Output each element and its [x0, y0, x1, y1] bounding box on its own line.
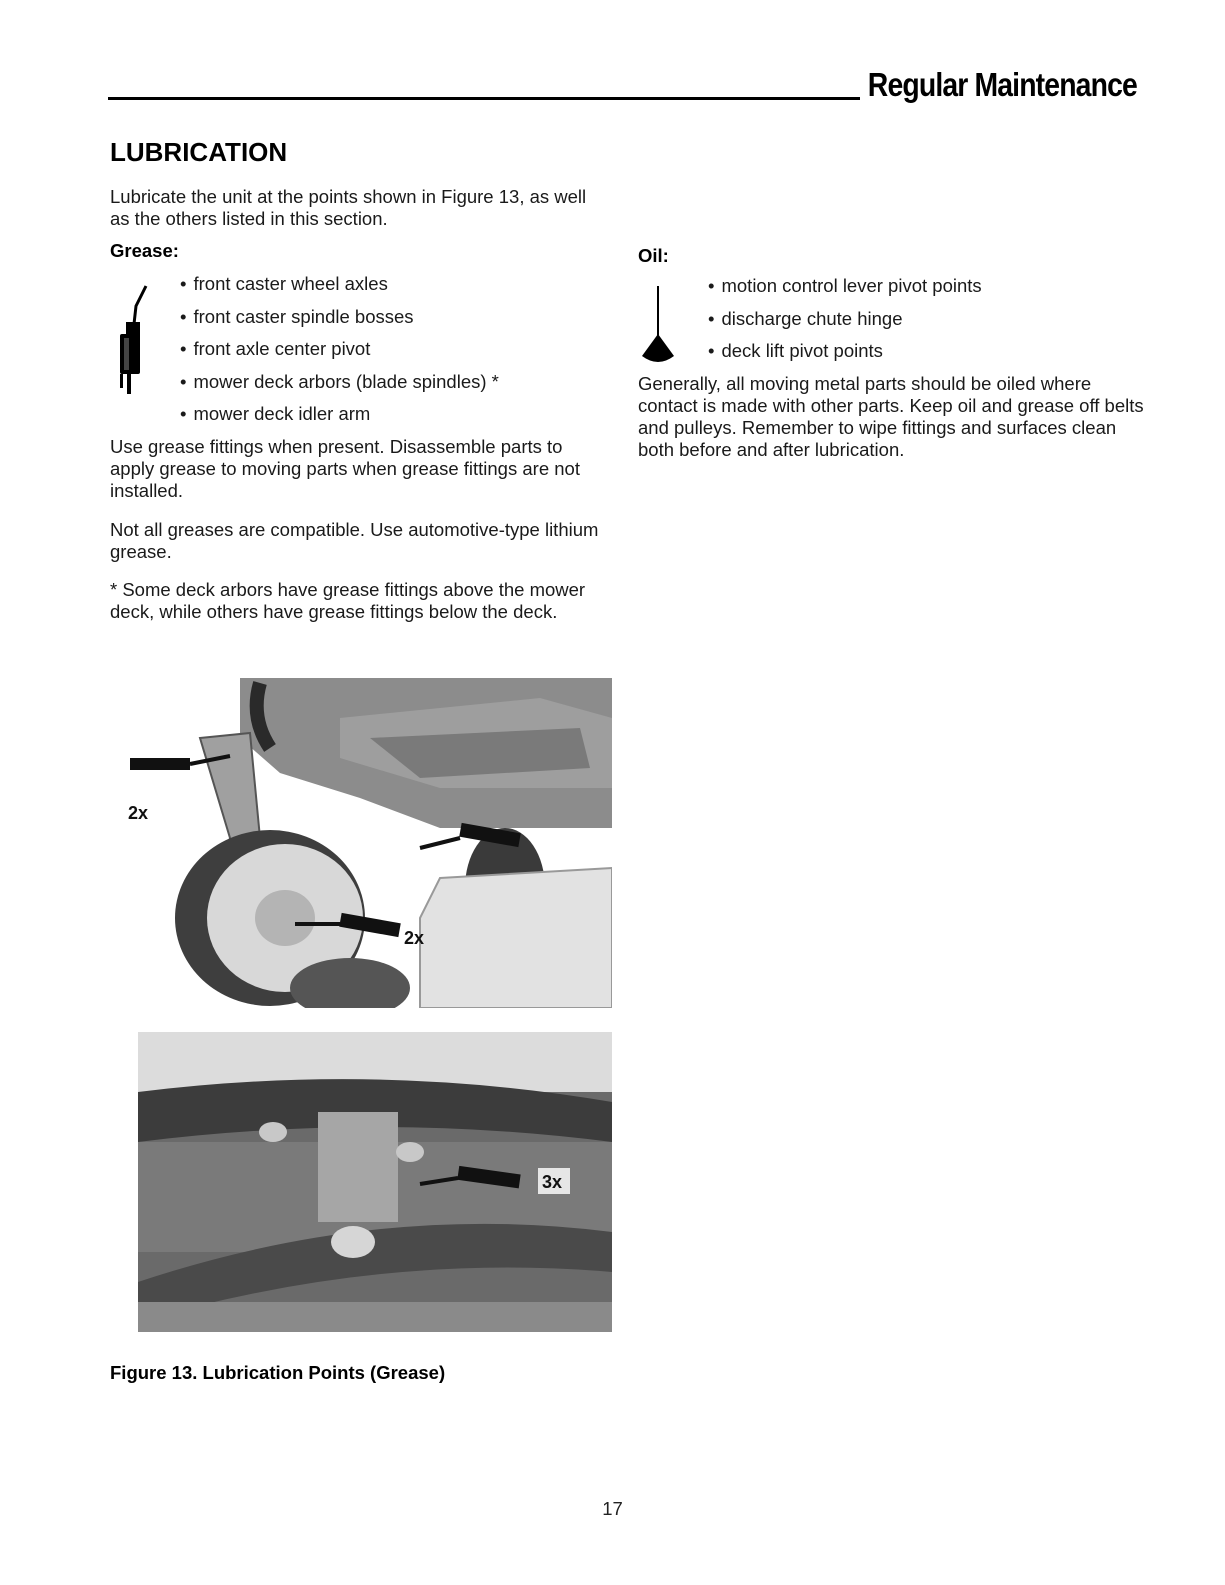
callout-spindle-boss: 2x	[404, 928, 425, 948]
grease-paragraph-fittings: Use grease fittings when present. Disassemble parts to apply grease to moving parts when grease fittings are not installed.	[110, 436, 580, 501]
grease-item: • front caster wheel axles	[180, 273, 499, 306]
figure-photo-deck-arbor	[138, 1032, 612, 1332]
oil-can-icon	[638, 284, 678, 368]
grease-gun-icon	[112, 284, 152, 396]
grease-item: • mower deck arbors (blade spindles) *	[180, 371, 499, 404]
section-title: LUBRICATION	[110, 137, 288, 167]
oil-paragraph: Generally, all moving metal parts should be oiled where contact is made with other parts. Keep oil and grease off belts and pulleys. Remember to wipe fittings and surfaces clean both before and after lubrication.	[638, 373, 1144, 460]
oil-item: • discharge chute hinge	[708, 308, 982, 341]
callout-deck-arbor: 3x	[542, 1172, 563, 1192]
header-title: Regular Maintenance	[867, 66, 1137, 103]
figure-caption: Figure 13. Lubrication Points (Grease)	[110, 1362, 446, 1383]
grease-list	[180, 273, 499, 436]
figure-photo-caster	[120, 678, 612, 1008]
oil-item: • motion control lever pivot points	[708, 275, 982, 308]
deck-arbor-illustration	[138, 1032, 612, 1332]
intro-paragraph: Lubricate the unit at the points shown in Figure 13, as well as the others listed in this section.	[110, 186, 587, 229]
oil-list	[708, 275, 982, 373]
caster-wheel-illustration	[120, 678, 612, 1008]
page-number: 17	[602, 1498, 623, 1519]
grease-item: • mower deck idler arm	[180, 403, 499, 436]
oil-item: • deck lift pivot points	[708, 340, 982, 373]
grease-item: • front axle center pivot	[180, 338, 499, 371]
oil-heading: Oil:	[638, 245, 669, 266]
grease-heading: Grease:	[110, 240, 179, 261]
grease-item: • front caster spindle bosses	[180, 306, 499, 339]
grease-footnote: * Some deck arbors have grease fittings above the mower deck, while others have grease fittings below the deck.	[110, 579, 586, 622]
header-rule	[108, 97, 860, 100]
grease-paragraph-compat: Not all greases are compatible. Use automotive-type lithium grease.	[110, 519, 599, 562]
callout-caster-axle: 2x	[128, 803, 149, 823]
